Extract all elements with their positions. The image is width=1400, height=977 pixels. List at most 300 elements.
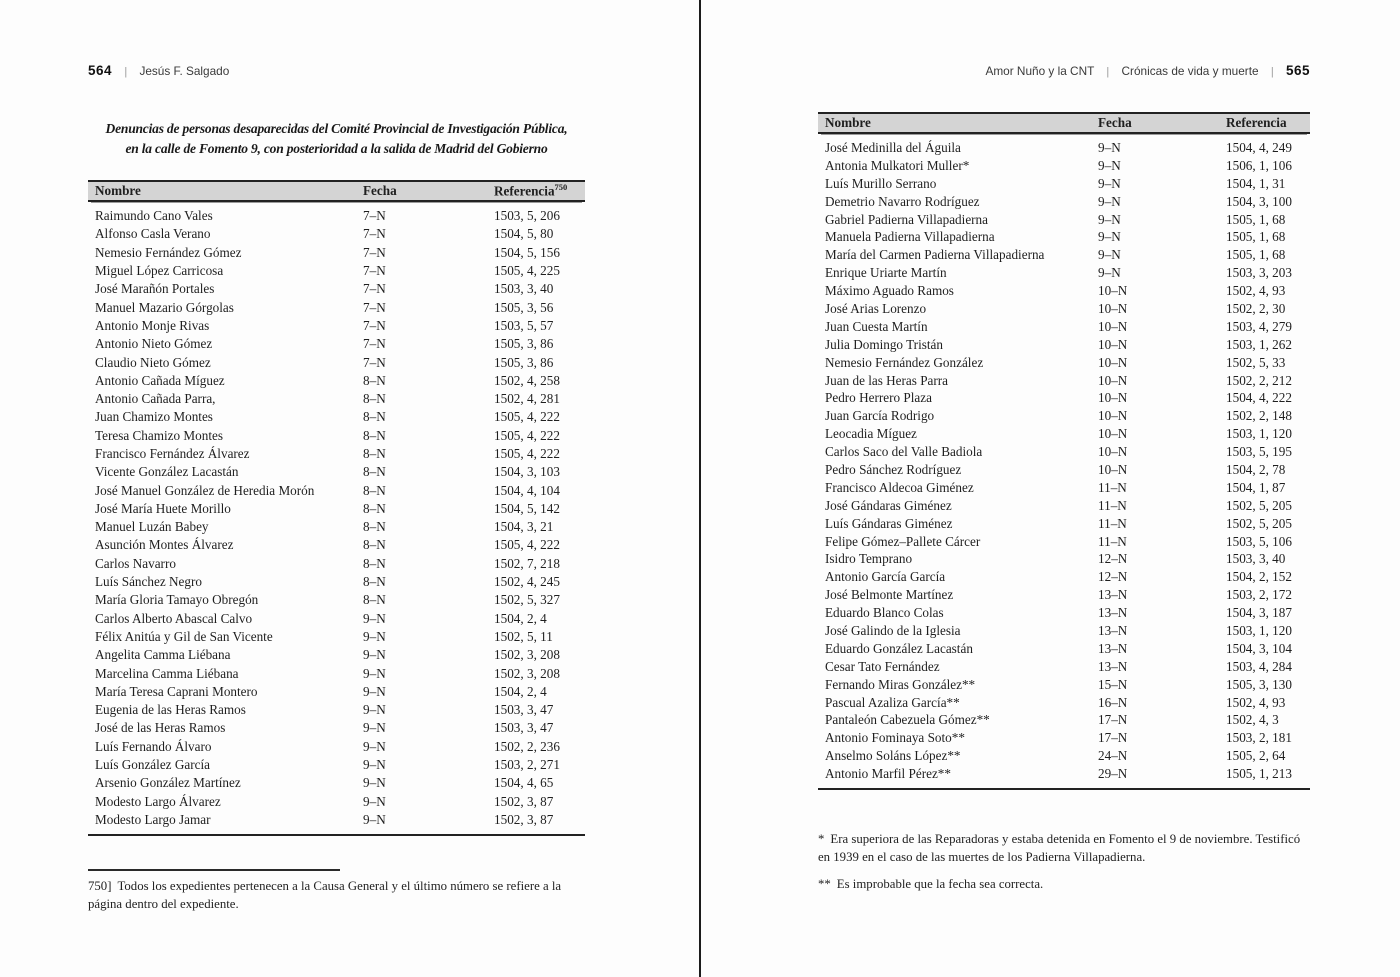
running-head-section: Crónicas de vida y muerte [1121,64,1259,78]
table-title [86,119,587,159]
cell-referencia: 1503, 5, 57 [494,317,554,333]
cell-fecha: 8–N [363,500,386,516]
footnote-ref-750: 750 [554,182,568,193]
cell-nombre: Modesto Largo Jamar [95,811,211,827]
footnote-750 [88,878,588,913]
cell-nombre: Leocadia Míguez [825,426,917,442]
cell-referencia: 1506, 1, 106 [1226,157,1292,173]
cell-referencia: 1502, 2, 148 [1226,408,1292,424]
cell-referencia: 1505, 4, 222 [494,427,560,443]
column-header-referencia [488,182,585,199]
table-row [818,407,1310,425]
cell-nombre: Claudio Nieto Gómez [95,354,211,370]
cell-fecha: 9–N [1098,247,1121,263]
cell-referencia: 1502, 5, 205 [1226,515,1292,531]
running-head-left [88,63,229,78]
cell-fecha: 7–N [363,226,386,242]
cell-fecha: 29–N [1098,766,1128,782]
cell-nombre: Alfonso Casla Verano [95,226,211,242]
table-row [88,555,585,573]
cell-nombre: Nemesio Fernández Gómez [95,244,242,260]
column-header-fecha: Fecha [1098,115,1132,130]
cell-nombre: Juan Cuesta Martín [825,318,928,334]
cell-fecha: 12–N [1098,551,1128,567]
cell-fecha: 9–N [1098,193,1121,209]
cell-fecha: 9–N [363,665,386,681]
cell-nombre: Pedro Herrero Plaza [825,390,932,406]
cell-fecha: 13–N [1098,605,1128,621]
table-row [818,461,1310,479]
cell-nombre: José Arias Lorenzo [825,300,927,316]
cell-fecha: 8–N [363,537,386,553]
table-row [818,712,1310,730]
cell-referencia: 1503, 5, 195 [1226,444,1292,460]
cell-nombre: María Gloria Tamayo Obregón [95,592,259,608]
table-row [818,550,1310,568]
cell-fecha: 10–N [1098,300,1128,316]
cell-referencia: 1505, 3, 86 [494,354,554,370]
table-row [818,694,1310,712]
table-row [818,425,1310,443]
table-row [88,738,585,756]
table-row [818,336,1310,354]
cell-nombre: Eduardo González Lacastán [825,640,973,656]
table-row [818,586,1310,604]
cell-fecha: 17–N [1098,712,1128,728]
cell-referencia: 1505, 1, 68 [1226,247,1286,263]
table-row [88,427,585,445]
cell-fecha: 9–N [363,647,386,663]
table-row [88,372,585,390]
cell-nombre: Isidro Temprano [825,551,913,567]
cell-referencia: 1503, 1, 120 [1226,622,1292,638]
cell-nombre: Pantaleón Cabezuela Gómez** [825,712,990,728]
cell-fecha: 9–N [363,793,386,809]
cell-referencia: 1504, 1, 87 [1226,479,1286,495]
cell-referencia: 1505, 3, 56 [494,299,554,315]
cell-nombre: Nemesio Fernández González [825,354,984,370]
cell-fecha: 10–N [1098,318,1128,334]
cell-nombre: Demetrio Navarro Rodríguez [825,193,980,209]
cell-fecha: 7–N [363,281,386,297]
cell-nombre: Asunción Montes Álvarez [95,537,234,553]
cell-referencia: 1505, 4, 222 [494,409,560,425]
running-head-separator: | [124,66,128,78]
cell-fecha: 10–N [1098,354,1128,370]
cell-referencia: 1504, 4, 104 [494,482,560,498]
cell-referencia: 1504, 3, 100 [1226,193,1292,209]
cell-fecha: 9–N [363,702,386,718]
table-row [88,262,585,280]
table-row [818,533,1310,551]
cell-fecha: 9–N [363,811,386,827]
cell-fecha: 11–N [1098,533,1127,549]
cell-nombre: Manuela Padierna Villapadierna [825,229,995,245]
cell-referencia: 1503, 5, 206 [494,208,560,224]
table-row [818,246,1310,264]
footnote-marker: * [818,832,825,846]
cell-fecha: 9–N [1098,139,1121,155]
cell-fecha: 10–N [1098,408,1128,424]
cell-nombre: Antonia Mulkatori Muller* [825,157,970,173]
cell-referencia: 1503, 3, 40 [494,281,554,297]
table-row [88,774,585,792]
denuncias-table-right [818,112,1310,790]
table-row [818,658,1310,676]
cell-fecha: 24–N [1098,748,1128,764]
table-row [818,497,1310,515]
cell-referencia: 1504, 5, 156 [494,244,560,260]
cell-fecha: 7–N [363,263,386,279]
cell-nombre: José Manuel González de Heredia Morón [95,482,315,498]
cell-nombre: María del Carmen Padierna Villapadierna [825,247,1045,263]
table-title-line2: en la calle de Fomento 9, con posterioridad a la salida de Madrid del Gobierno [125,141,548,156]
cell-fecha: 7–N [363,317,386,333]
cell-nombre: José Galindo de la Iglesia [825,622,961,638]
table-row [818,515,1310,533]
cell-nombre: José Marañón Portales [95,281,215,297]
cell-nombre: Teresa Chamizo Montes [95,427,223,443]
cell-nombre: María Teresa Caprani Montero [95,683,258,699]
cell-referencia: 1504, 1, 31 [1226,175,1286,191]
cell-referencia: 1502, 4, 258 [494,372,560,388]
cell-nombre: Francisco Fernández Álvarez [95,446,250,461]
cell-fecha: 10–N [1098,390,1128,406]
cell-referencia: 1502, 5, 205 [1226,497,1292,513]
cell-nombre: Angelita Camma Liébana [95,647,231,663]
table-row [818,622,1310,640]
cell-fecha: 7–N [363,354,386,370]
table-header-row [818,112,1310,134]
cell-nombre: Miguel López Carricosa [95,263,224,279]
table-row [88,298,585,316]
running-head-separator: | [1106,66,1110,78]
cell-referencia: 1503, 2, 271 [494,757,560,773]
table-row [88,244,585,262]
cell-nombre: Pedro Sánchez Rodríguez [825,461,962,477]
cell-referencia: 1503, 3, 47 [494,702,554,718]
cell-nombre: Luís Gándaras Giménez [825,515,953,531]
cell-fecha: 7–N [363,208,386,224]
cell-referencia: 1503, 3, 203 [1226,265,1292,281]
cell-fecha: 10–N [1098,372,1128,388]
table-body [818,134,1310,790]
cell-referencia: 1504, 2, 78 [1226,461,1286,477]
table-row [818,300,1310,318]
cell-fecha: 11–N [1098,515,1127,531]
cell-nombre: Modesto Largo Álvarez [95,793,221,809]
cell-referencia: 1505, 1, 68 [1226,211,1286,227]
cell-fecha: 10–N [1098,336,1128,352]
cell-fecha: 9–N [363,757,386,773]
cell-nombre: Felipe Gómez–Pallete Cárcer [825,533,981,549]
cell-nombre: José Gándaras Giménez [825,497,952,513]
table-row [88,518,585,536]
cell-referencia: 1503, 5, 106 [1226,533,1292,549]
table-row [88,207,585,225]
cell-fecha: 13–N [1098,587,1128,603]
cell-nombre: Eugenia de las Heras Ramos [95,702,246,718]
table-row [88,280,585,298]
cell-nombre: José de las Heras Ramos [95,720,226,736]
table-row [88,793,585,811]
table-row [818,282,1310,300]
cell-nombre: Antonio Marfil Pérez** [825,766,951,782]
table-row [88,500,585,518]
cell-nombre: José Medinilla del Águila [825,139,961,155]
cell-fecha: 13–N [1098,640,1128,656]
cell-nombre: Luís Fernando Álvaro [95,738,212,754]
cell-referencia: 1503, 2, 181 [1226,730,1292,746]
cell-fecha: 9–N [363,775,386,791]
cell-nombre: Félix Anitúa y Gil de San Vicente [95,628,273,644]
table-row [88,481,585,499]
cell-referencia: 1502, 3, 208 [494,647,560,663]
cell-nombre: José María Huete Morillo [95,500,231,516]
cell-nombre: Carlos Saco del Valle Badiola [825,444,983,460]
table-body [88,202,585,836]
cell-fecha: 8–N [363,519,386,535]
cell-referencia: 1502, 7, 218 [494,555,560,571]
cell-nombre: Vicente González Lacastán [95,464,239,480]
cell-fecha: 8–N [363,391,386,407]
table-row [818,479,1310,497]
cell-referencia: 1503, 2, 172 [1226,587,1292,603]
table-row [88,628,585,646]
table-row [818,443,1310,461]
cell-fecha: 9–N [363,683,386,699]
cell-fecha: 9–N [363,628,386,644]
cell-referencia: 1504, 4, 249 [1226,139,1292,155]
table-row [88,225,585,243]
cell-referencia: 1503, 4, 279 [1226,318,1292,334]
cell-nombre: José Belmonte Martínez [825,587,954,603]
footnote-marker: 750] [88,879,112,893]
cell-fecha: 10–N [1098,444,1128,460]
table-row [818,354,1310,372]
cell-referencia: 1502, 2, 236 [494,738,560,754]
cell-nombre: Luís González García [95,757,210,773]
cell-nombre: Juan Chamizo Montes [95,409,213,425]
cell-fecha: 9–N [1098,265,1121,281]
cell-referencia: 1504, 5, 80 [494,226,554,242]
cell-referencia: 1505, 4, 222 [494,446,560,461]
cell-nombre: Francisco Aldecoa Giménez [825,479,974,495]
cell-referencia: 1504, 2, 152 [1226,569,1292,585]
table-row [818,318,1310,336]
table-row [88,390,585,408]
cell-fecha: 11–N [1098,497,1127,513]
cell-nombre: Fernando Miras González** [825,676,976,692]
cell-nombre: Eduardo Blanco Colas [825,605,944,621]
table-row [818,604,1310,622]
table-row [818,389,1310,407]
cell-nombre: Antonio Cañada Míguez [95,372,225,388]
cell-referencia: 1502, 5, 33 [1226,354,1286,370]
cell-referencia: 1503, 1, 120 [1226,426,1292,442]
cell-referencia: 1503, 3, 47 [494,720,554,736]
cell-referencia: 1505, 2, 64 [1226,748,1286,764]
table-row [818,765,1310,783]
table-row [818,228,1310,246]
cell-nombre: Gabriel Padierna Villapadierna [825,211,989,227]
table-row [88,701,585,719]
page-number-left: 564 [88,63,113,78]
cell-referencia: 1505, 3, 130 [1226,676,1292,692]
running-head-book-title: Amor Nuño y la CNT [985,64,1095,78]
cell-fecha: 7–N [363,244,386,260]
cell-nombre: Manuel Luzán Babey [95,519,209,535]
cell-nombre: Manuel Mazario Górgolas [95,299,234,315]
cell-referencia: 1504, 2, 4 [494,683,547,699]
cell-nombre: Antonio García García [825,569,946,585]
cell-nombre: Enrique Uriarte Martín [825,265,947,281]
cell-fecha: 7–N [363,299,386,315]
cell-nombre: Arsenio González Martínez [95,775,241,791]
cell-referencia: 1502, 5, 327 [494,592,560,608]
cell-fecha: 9–N [1098,157,1121,173]
running-head-author: Jesús F. Salgado [139,64,230,78]
cell-referencia: 1502, 4, 281 [494,391,560,407]
table-row [818,139,1310,157]
table-row [88,445,585,463]
table-row [88,335,585,353]
cell-nombre: Antonio Nieto Gómez [95,336,213,352]
cell-fecha: 12–N [1098,569,1128,585]
table-row [88,463,585,481]
table-row [88,756,585,774]
cell-fecha: 8–N [363,592,386,608]
running-head-right [985,63,1310,78]
column-header-referencia-label: Referencia [494,183,555,199]
cell-fecha: 13–N [1098,622,1128,638]
table-row [88,408,585,426]
cell-fecha: 10–N [1098,461,1128,477]
cell-fecha: 10–N [1098,283,1128,299]
column-header-fecha: Fecha [363,183,397,198]
cell-fecha: 8–N [363,409,386,425]
cell-nombre: Juan de las Heras Parra [825,372,949,388]
cell-fecha: 8–N [363,372,386,388]
cell-referencia: 1504, 3, 104 [1226,640,1292,656]
footnote-asterisk [818,831,1315,866]
cell-nombre: Juan García Rodrigo [825,408,935,424]
table-row [88,664,585,682]
cell-fecha: 9–N [363,610,386,626]
table-row [88,610,585,628]
cell-nombre: Luís Murillo Serrano [825,175,937,191]
cell-nombre: Carlos Navarro [95,555,176,571]
cell-nombre: Cesar Tato Fernández [825,658,940,674]
cell-fecha: 8–N [363,446,386,461]
cell-fecha: 11–N [1098,479,1127,495]
cell-referencia: 1502, 4, 245 [494,574,560,590]
cell-referencia: 1504, 4, 65 [494,775,554,791]
cell-nombre: Luís Sánchez Negro [95,574,202,590]
cell-referencia: 1504, 3, 103 [494,464,560,480]
table-row [88,811,585,829]
cell-referencia: 1504, 5, 142 [494,500,560,516]
cell-referencia: 1502, 2, 30 [1226,300,1286,316]
table-row [818,372,1310,390]
cell-fecha: 8–N [363,574,386,590]
table-row [88,353,585,371]
cell-referencia: 1503, 1, 262 [1226,336,1292,352]
cell-fecha: 9–N [1098,229,1121,245]
footnote-text: Todos los expedientes pertenecen a la Causa General y el último número se refiere a la página dentro del expediente. [88,879,562,911]
table-title-line1: Denuncias de personas desaparecidas del Comité Provincial de Investigación Pública, [105,121,568,136]
table-row [88,317,585,335]
cell-fecha: 9–N [363,720,386,736]
table-row [818,747,1310,765]
cell-nombre: Antonio Monje Rivas [95,317,210,333]
cell-nombre: Marcelina Camma Liébana [95,665,239,681]
page-number-right: 565 [1285,63,1310,78]
cell-referencia: 1503, 4, 284 [1226,658,1292,674]
table-row [818,157,1310,175]
footnote-separator [88,869,340,871]
table-row [88,683,585,701]
cell-referencia: 1505, 4, 222 [494,537,560,553]
table-row [818,676,1310,694]
cell-fecha: 9–N [363,738,386,754]
table-row [818,211,1310,229]
cell-referencia: 1502, 4, 93 [1226,694,1286,710]
table-row [818,193,1310,211]
cell-fecha: 16–N [1098,694,1128,710]
column-header-nombre: Nombre [95,183,141,198]
footnote-text: Es improbable que la fecha sea correcta. [836,877,1044,891]
cell-fecha: 8–N [363,555,386,571]
cell-referencia: 1505, 1, 213 [1226,766,1292,782]
denuncias-table-left [88,180,585,836]
cell-fecha: 10–N [1098,426,1128,442]
table-row [88,646,585,664]
column-header-nombre: Nombre [825,115,871,130]
table-header-row [88,180,585,202]
table-row [818,175,1310,193]
cell-referencia: 1502, 3, 208 [494,665,560,681]
table-row [818,568,1310,586]
cell-referencia: 1504, 4, 222 [1226,390,1292,406]
cell-nombre: Máximo Aguado Ramos [825,283,954,299]
cell-referencia: 1505, 3, 86 [494,336,554,352]
cell-referencia: 1502, 2, 212 [1226,372,1292,388]
cell-referencia: 1503, 3, 40 [1226,551,1286,567]
cell-referencia: 1502, 5, 11 [494,628,553,644]
cell-referencia: 1502, 4, 93 [1226,283,1286,299]
cell-referencia: 1502, 3, 87 [494,811,554,827]
cell-referencia: 1502, 3, 87 [494,793,554,809]
cell-fecha: 9–N [1098,211,1121,227]
table-row [88,536,585,554]
cell-fecha: 15–N [1098,676,1128,692]
cell-nombre: Anselmo Soláns López** [825,748,961,764]
cell-nombre: Raimundo Cano Vales [95,208,213,224]
footnote-marker: ** [818,877,831,891]
table-row [818,264,1310,282]
cell-fecha: 8–N [363,464,386,480]
table-row [88,573,585,591]
cell-fecha: 9–N [1098,175,1121,191]
page-gutter-divider [699,0,701,977]
table-row [818,640,1310,658]
cell-nombre: Julia Domingo Tristán [825,336,943,352]
footnote-double-asterisk [818,876,1315,894]
cell-fecha: 17–N [1098,730,1128,746]
cell-nombre: Carlos Alberto Abascal Calvo [95,610,253,626]
cell-fecha: 7–N [363,336,386,352]
